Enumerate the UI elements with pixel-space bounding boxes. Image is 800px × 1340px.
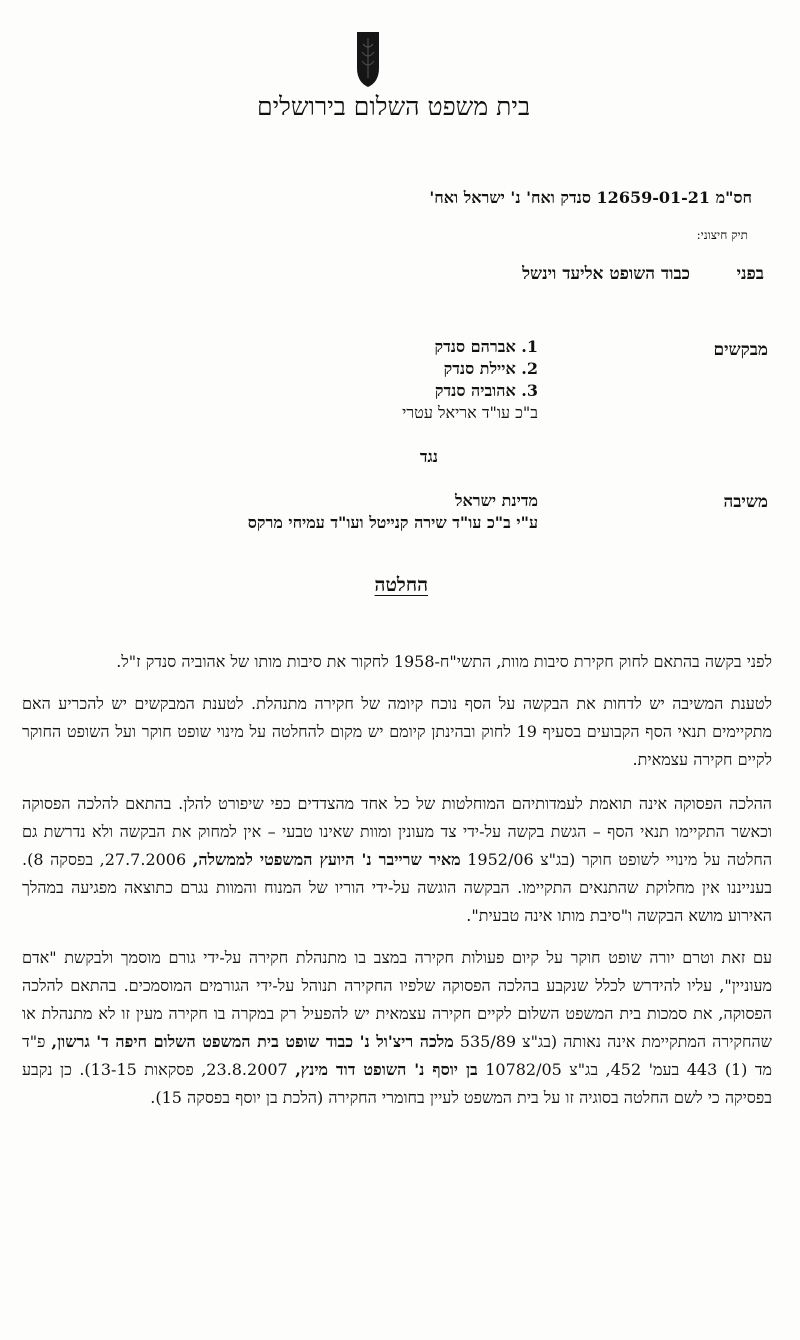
respondent-name: מדינת ישראל (454, 491, 538, 510)
applicants-list (402, 336, 538, 424)
decision-body (22, 648, 772, 1126)
case-header (429, 188, 752, 208)
decision-paragraph: לטענת המשיבה יש לדחות את הבקשה על הסף נוכח קיומה של חקירה מתנהלת. לטענת המבקשים יש להכריע האם מתקיימים תנאי הסף הקבועים בסעיף 19 לחוק ובהינתן קיומם יש מקום להחלטה על מינוי שופט חוקר ועל השופט החוקר לקיים חקירה עצמאית. (22, 694, 772, 769)
respondent-label: משיבה (723, 492, 768, 512)
decision-paragraph (22, 944, 772, 1112)
paragraph-text: 23.8.2007, פסקאות 13-15). כן נקבע בפסיקה כי לשם החלטה בסוגיה זו על בית המשפט לעיין בחומרי החקירה (הלכת בן יוסף בפסקה 15). (22, 1060, 772, 1107)
decision-paragraph: לפני בקשה בהתאם לחוק חקירת סיבות מוות, התשי"ח-1958 לחקור את סיבות מותו של אהוביה סנדק ז"ל. (116, 652, 772, 671)
applicants-counsel: ב"כ עו"ד אריאל עטרי (402, 403, 538, 422)
applicant-item: 3. אהוביה סנדק (434, 381, 538, 400)
paragraph-text: עם זאת וטרם יורה שופט חוקר על קיום פעולות חקירה במצב בו מתנהלת חקירה על-ידי גורם מוסמך ולבקשת "אדם מעוניין", עליו להידרש לכלל שנקבע בהלכה הפסוקה שלפיו החקירה תנוהל על-ידי הגורמים המוסמכים. בהתאם להלכה הפסוקה, את סמכות בית המשפט השלום לקיים חקירה עצמאית יש להפעיל רק במקרה בו חקירה מעין זו לא מתנהלת או שהחקירה המתקיימת אינה נאותה (בג"צ 535/89 (22, 948, 773, 1051)
decision-paragraph (22, 790, 772, 930)
case-citation: בן יוסף נ' השופט דוד מינץ, (295, 1060, 478, 1079)
paragraph-text: פ"ד מד (1) 443 בעמ' 452, בג"צ 10782/05 (22, 1032, 773, 1079)
case-prefix: חס"מ (715, 188, 752, 207)
decision-title: החלטה (374, 574, 428, 596)
judge-name: כבוד השופט אליעד וינשל (522, 264, 690, 284)
external-file-label: תיק חיצוני: (696, 228, 748, 242)
state-emblem-icon (356, 30, 380, 88)
applicant-item: 1. אברהם סנדק (434, 337, 538, 356)
respondent-block (248, 490, 538, 534)
versus-label: נגד (419, 447, 438, 466)
court-name: בית משפט השלום בירושלים (256, 92, 530, 121)
respondent-counsel: ע"י ב"כ עו"ד שירה קנייטל ועו"ד עמיחי מרקס (247, 513, 538, 532)
case-citation: מאיר שרייבר נ' היועץ המשפטי לממשלה, (192, 850, 461, 869)
case-number: 12659-01-21 (596, 188, 711, 207)
case-parties: סנדק ואח' נ' ישראל ואח' (429, 188, 591, 207)
applicants-label: מבקשים (713, 340, 768, 360)
bench-label: בפני (736, 264, 764, 284)
applicant-item: 2. איילת סנדק (443, 359, 538, 378)
paragraph-text: 27.7.2006, בפסקה 8). בענייננו אין מחלוקת שהתנאים התקיימו. הבקשה הוגשה על-ידי הוריו של המנוח והמוות נגרם כתוצאה מפגיעה במהלך האירוע מושא הבקשה ו"סיבת מותו אינה טבעית". (22, 850, 773, 925)
case-citation: מלכה ריצ'ול נ' כבוד שופט בית המשפט השלום חיפה ד' גרשון, (51, 1032, 454, 1051)
paragraph-text: ההלכה הפסוקה אינה תואמת לעמדותיהם המוחלטות של כל אחד מהצדדים כפי שיפורט להלן. בהתאם להלכה הפסוקה וכאשר התקיימו תנאי הסף – הגשת בקשה על-ידי צד מעונין ומוות שאינו טבעי – אין למחוק את הבקשה ולא נדרשת גם החלטה על מינויי לשופט חוקר (בג"צ 1952/06 (22, 794, 773, 869)
